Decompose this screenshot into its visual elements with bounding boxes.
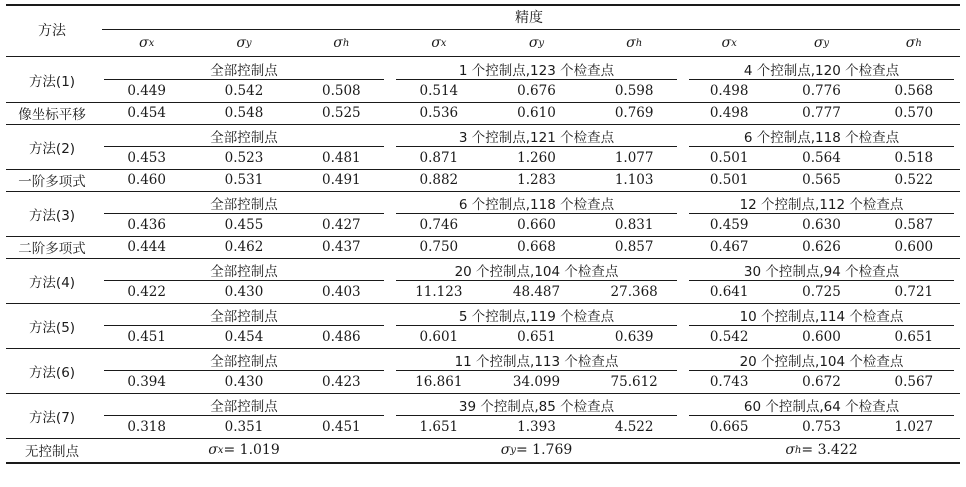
header-method: 方法: [38, 23, 66, 39]
value-cell: 0.601: [419, 329, 459, 345]
method-label: 方法(5): [28, 319, 76, 336]
value-cell: 0.481: [322, 150, 361, 166]
value-cell: 0.394: [127, 374, 166, 390]
value-cell: 0.501: [709, 150, 749, 166]
value-cell: 0.598: [614, 83, 654, 99]
footer-value: σ y = 1.769: [500, 442, 573, 458]
value-cell: 0.750: [419, 239, 459, 255]
value-cell: 0.777: [802, 105, 841, 121]
value-cell: 0.491: [322, 172, 361, 188]
value-cell: 0.610: [517, 105, 556, 121]
value-cell: 0.871: [419, 150, 459, 166]
value-cell: 0.857: [614, 239, 654, 255]
value-cell: 0.451: [322, 419, 361, 435]
band-label: 30 个控制点,94 个检查点: [743, 263, 900, 280]
header-sigma-4: σ y: [528, 35, 545, 51]
footer-value: σ x = 1.019: [208, 442, 280, 458]
value-cell: 0.565: [802, 172, 841, 188]
value-cell: 0.600: [802, 329, 841, 345]
header-sigma-5: σ h: [626, 35, 643, 51]
value-cell: 0.641: [709, 284, 749, 300]
value-cell: 0.668: [517, 239, 556, 255]
value-cell: 0.568: [894, 83, 934, 99]
value-cell: 0.449: [127, 83, 166, 99]
method-label: 方法(7): [28, 409, 76, 426]
sub-method-label: 像坐标平移: [18, 107, 86, 123]
value-cell: 0.318: [127, 419, 166, 435]
value-cell: 0.564: [802, 150, 841, 166]
value-cell: 0.548: [224, 105, 264, 121]
rule: [6, 462, 960, 464]
band-label: 1 个控制点,123 个检查点: [458, 62, 615, 79]
value-cell: 16.861: [415, 374, 463, 390]
band-label: 全部控制点: [210, 129, 278, 146]
value-cell: 1.651: [419, 419, 459, 435]
value-cell: 0.721: [894, 284, 934, 300]
header-sigma-7: σ y: [813, 35, 830, 51]
value-cell: 0.672: [802, 374, 841, 390]
band-label: 5 个控制点,119 个检查点: [458, 308, 615, 325]
value-cell: 1.393: [517, 419, 556, 435]
value-cell: 0.639: [614, 329, 654, 345]
value-cell: 11.123: [415, 284, 463, 300]
value-cell: 34.099: [512, 374, 561, 390]
value-cell: 1.027: [894, 419, 934, 435]
value-cell: 0.651: [517, 329, 556, 345]
band-label: 3 个控制点,121 个检查点: [458, 129, 615, 146]
band-label: 20 个控制点,104 个检查点: [739, 353, 904, 370]
value-cell: 0.430: [224, 284, 264, 300]
band-label: 12 个控制点,112 个检查点: [739, 196, 904, 213]
value-cell: 0.600: [894, 239, 934, 255]
band-label: 60 个控制点,64 个检查点: [743, 398, 900, 415]
value-cell: 0.542: [709, 329, 749, 345]
value-cell: 0.651: [894, 329, 934, 345]
value-cell: 1.103: [614, 172, 654, 188]
footer-value: σ h = 3.422: [785, 442, 858, 458]
value-cell: 0.403: [322, 284, 361, 300]
value-cell: 0.444: [127, 239, 166, 255]
band-label: 全部控制点: [210, 263, 278, 280]
value-cell: 0.430: [224, 374, 264, 390]
method-label: 方法(1): [28, 73, 76, 90]
value-cell: 0.725: [802, 284, 841, 300]
value-cell: 0.498: [709, 83, 749, 99]
value-cell: 0.542: [224, 83, 264, 99]
header-sigma-0: σ x: [139, 35, 155, 51]
band-label: 全部控制点: [210, 353, 278, 370]
value-cell: 0.436: [127, 217, 166, 233]
header-sigma-3: σ x: [431, 35, 447, 51]
value-cell: 0.660: [517, 217, 556, 233]
value-cell: 0.587: [894, 217, 934, 233]
value-cell: 0.522: [894, 172, 934, 188]
value-cell: 0.630: [802, 217, 841, 233]
value-cell: 0.427: [322, 217, 361, 233]
footer-label: 无控制点: [25, 444, 79, 460]
header-sigma-6: σ x: [721, 35, 737, 51]
method-label: 方法(6): [28, 364, 76, 381]
band-label: 全部控制点: [210, 62, 278, 79]
value-cell: 0.451: [127, 329, 166, 345]
value-cell: 0.743: [709, 374, 749, 390]
header-precision: 精度: [515, 10, 543, 26]
band-label: 20 个控制点,104 个检查点: [454, 263, 619, 280]
value-cell: 0.459: [709, 217, 749, 233]
value-cell: 75.612: [610, 374, 658, 390]
band-label: 6 个控制点,118 个检查点: [743, 129, 900, 146]
value-cell: 0.508: [322, 83, 361, 99]
sub-method-label: 一阶多项式: [18, 174, 86, 190]
value-cell: 0.514: [419, 83, 459, 99]
value-cell: 27.368: [610, 284, 658, 300]
value-cell: 0.437: [322, 239, 361, 255]
value-cell: 48.487: [512, 284, 561, 300]
value-cell: 0.351: [224, 419, 264, 435]
value-cell: 0.486: [322, 329, 361, 345]
band-label: 4 个控制点,120 个检查点: [743, 62, 900, 79]
header-sigma-1: σ y: [236, 35, 252, 51]
value-cell: 0.525: [322, 105, 361, 121]
value-cell: 0.454: [127, 105, 166, 121]
value-cell: 0.467: [709, 239, 749, 255]
value-cell: 0.501: [709, 172, 749, 188]
value-cell: 0.567: [894, 374, 934, 390]
value-cell: 0.665: [709, 419, 749, 435]
band-label: 11 个控制点,113 个检查点: [454, 353, 619, 370]
value-cell: 0.626: [802, 239, 841, 255]
value-cell: 1.283: [517, 172, 556, 188]
value-cell: 1.077: [614, 150, 654, 166]
band-label: 39 个控制点,85 个检查点: [458, 398, 615, 415]
value-cell: 0.518: [894, 150, 934, 166]
value-cell: 0.460: [127, 172, 166, 188]
value-cell: 0.831: [614, 217, 654, 233]
value-cell: 0.746: [419, 217, 459, 233]
band-label: 10 个控制点,114 个检查点: [739, 308, 904, 325]
value-cell: 0.498: [709, 105, 749, 121]
value-cell: 0.536: [419, 105, 459, 121]
method-label: 方法(3): [28, 207, 76, 224]
value-cell: 4.522: [614, 419, 654, 435]
value-cell: 0.523: [224, 150, 264, 166]
band-label: 全部控制点: [210, 196, 278, 213]
value-cell: 0.454: [224, 329, 264, 345]
value-cell: 0.531: [224, 172, 264, 188]
value-cell: 0.753: [802, 419, 841, 435]
value-cell: 0.462: [224, 239, 264, 255]
value-cell: 1.260: [517, 150, 556, 166]
header-sigma-2: σ h: [333, 35, 350, 51]
value-cell: 0.882: [419, 172, 459, 188]
method-label: 方法(4): [28, 274, 76, 291]
sub-method-label: 二阶多项式: [18, 241, 86, 257]
value-cell: 0.769: [614, 105, 654, 121]
method-label: 方法(2): [28, 140, 76, 157]
band-label: 全部控制点: [210, 308, 278, 325]
value-cell: 0.453: [127, 150, 166, 166]
value-cell: 0.422: [127, 284, 166, 300]
value-cell: 0.776: [802, 83, 841, 99]
value-cell: 0.455: [224, 217, 264, 233]
value-cell: 0.423: [322, 374, 361, 390]
value-cell: 0.570: [894, 105, 934, 121]
band-label: 6 个控制点,118 个检查点: [458, 196, 615, 213]
header-sigma-8: σ h: [905, 35, 922, 51]
band-label: 全部控制点: [210, 398, 278, 415]
value-cell: 0.676: [517, 83, 556, 99]
